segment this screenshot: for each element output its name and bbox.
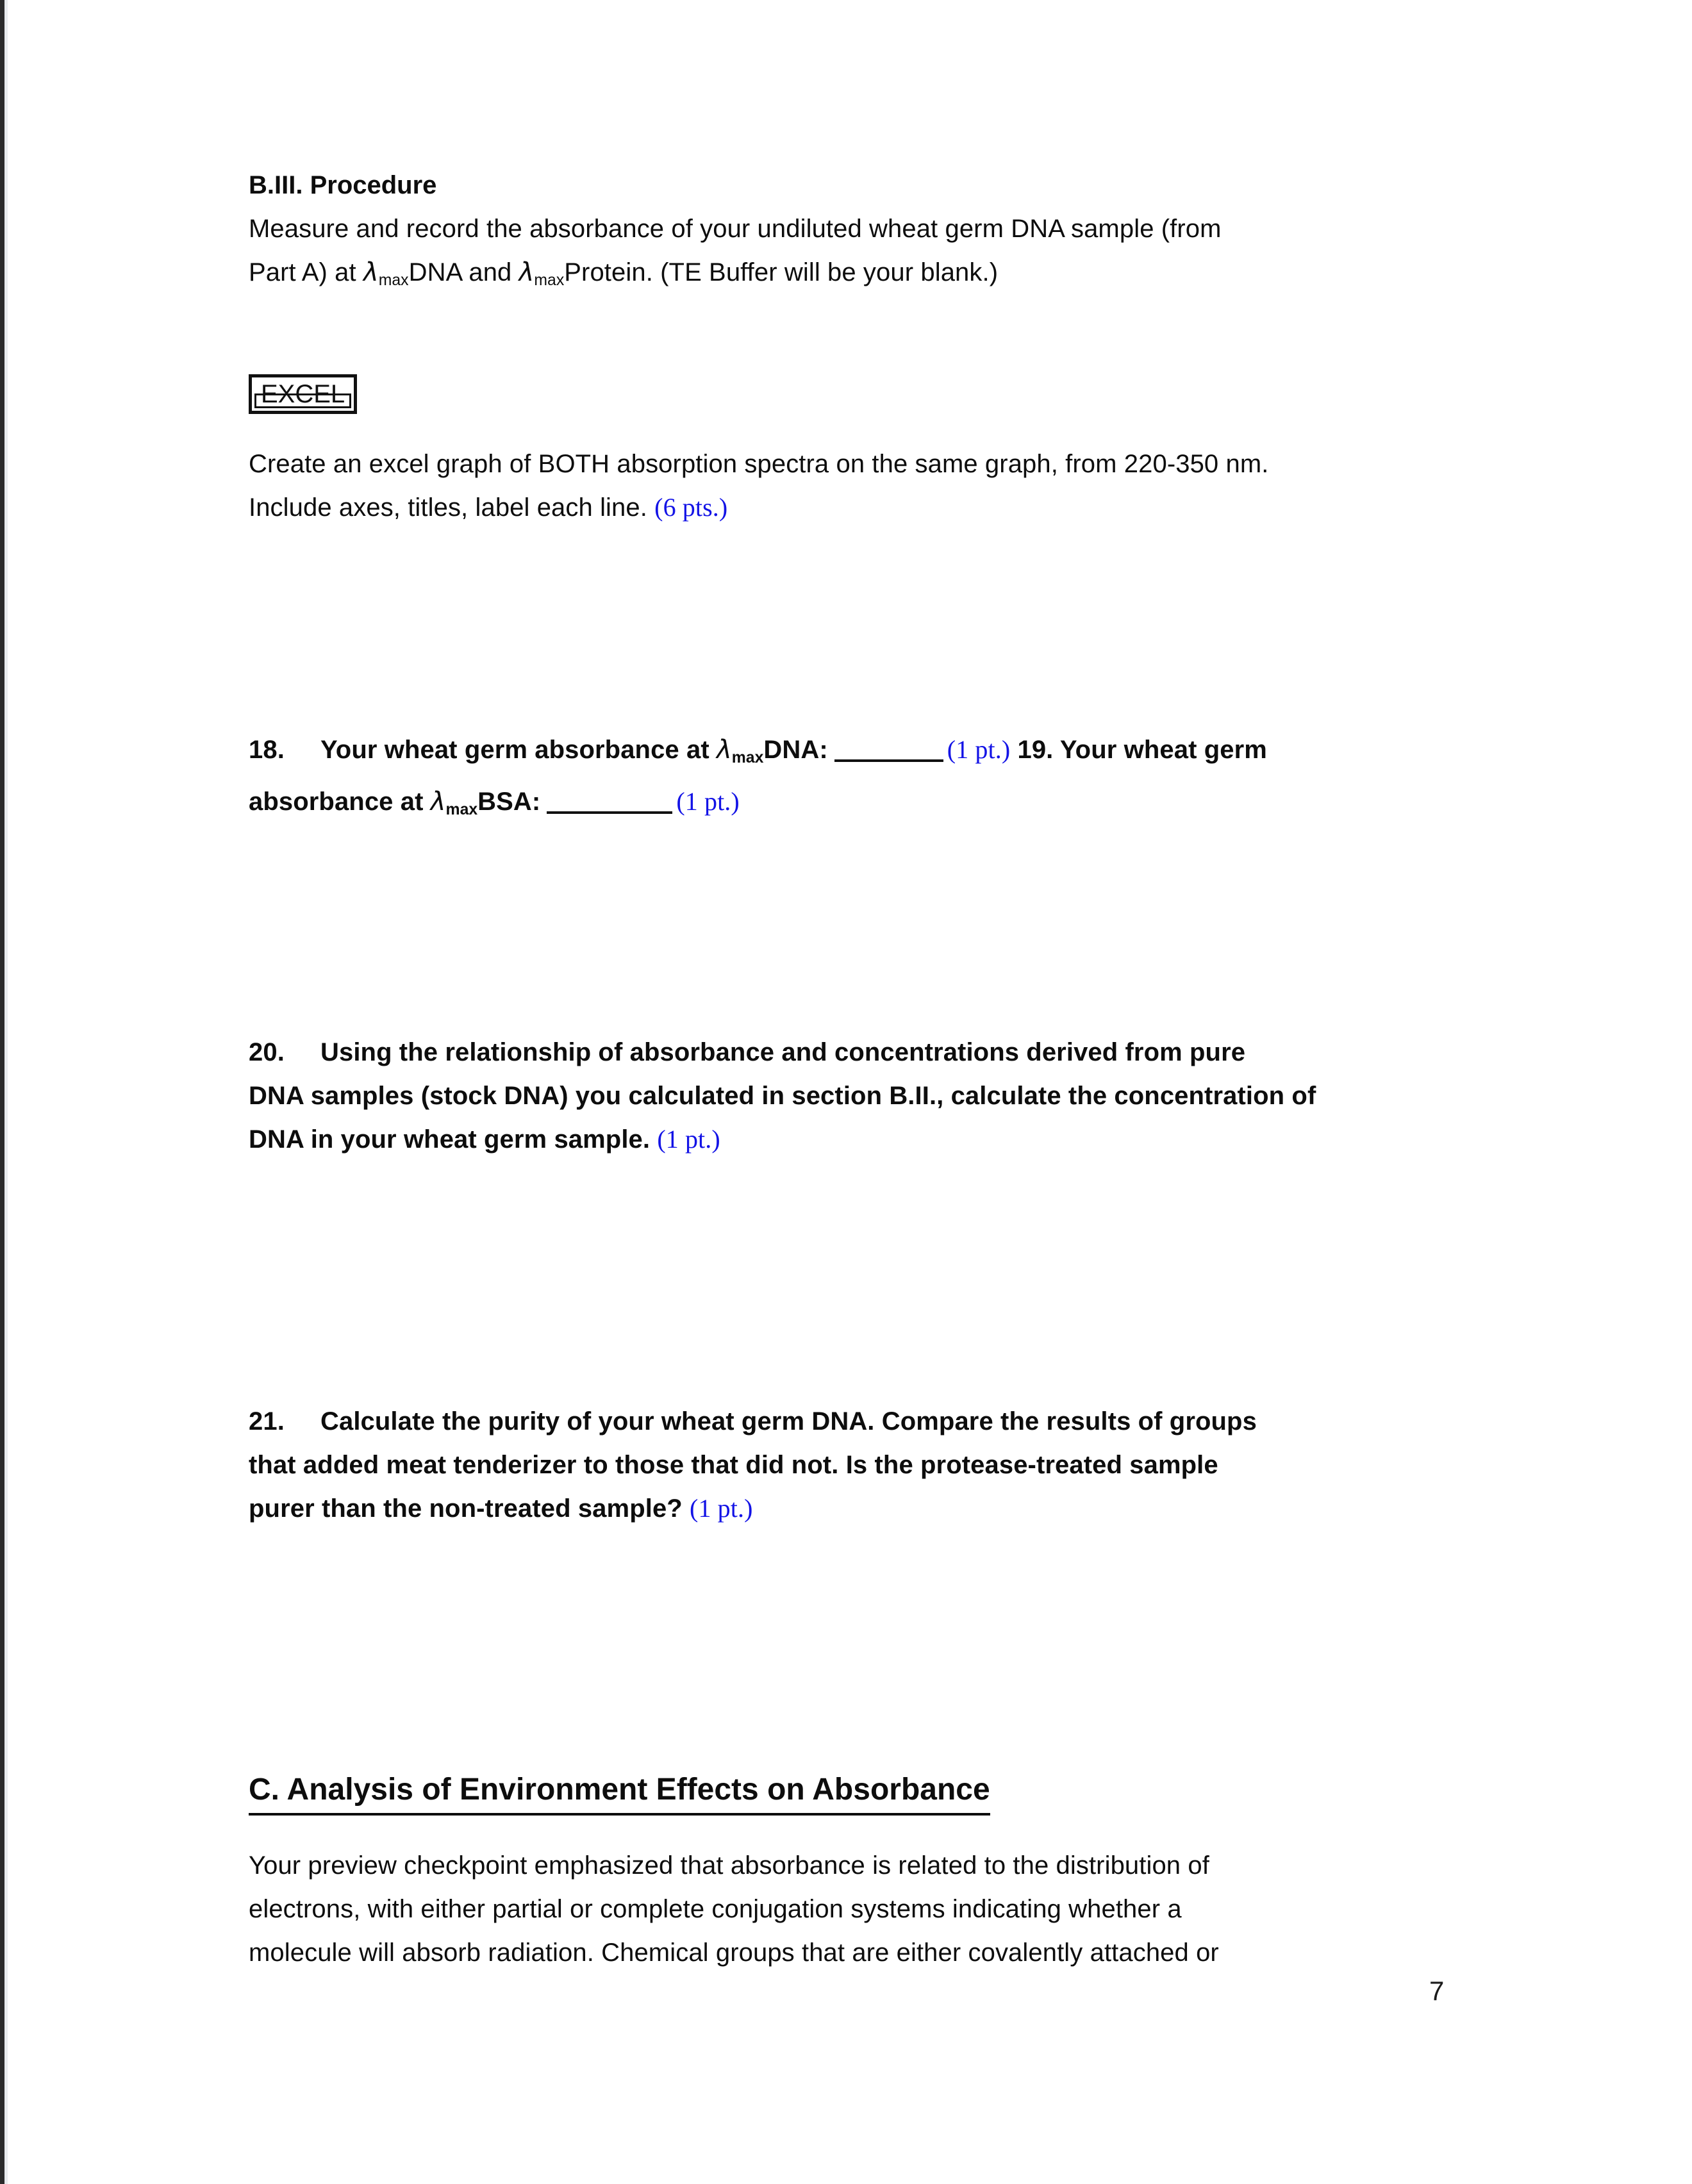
question-19-number: 19. bbox=[1017, 735, 1054, 764]
spacer-before-q20 bbox=[249, 832, 1460, 1030]
lambda-symbol-1: λ bbox=[363, 258, 379, 287]
answer-space-q21[interactable] bbox=[249, 1530, 1460, 1769]
page-number: 7 bbox=[1429, 1976, 1445, 2006]
question-21-line-2: that added meat tenderizer to those that did not. Is the protease-treated sample bbox=[249, 1450, 1218, 1479]
lambda-symbol-2: λ bbox=[518, 258, 535, 287]
lambda-subscript-2: max bbox=[534, 271, 565, 289]
document-text-column bbox=[249, 163, 1460, 1974]
scan-edge-artifact bbox=[0, 0, 4, 2184]
spacer-after-excel-badge bbox=[249, 414, 1460, 442]
lambda-subscript-1: max bbox=[378, 271, 409, 289]
excel-points-value: (6 pts.) bbox=[654, 492, 728, 522]
procedure-line2-part-c: Protein. (TE Buffer will be your blank.) bbox=[564, 258, 999, 286]
question-20-points: (1 pt.) bbox=[657, 1124, 720, 1154]
excel-badge-inner bbox=[252, 379, 354, 411]
procedure-line-1: Measure and record the absorbance of your undiluted wheat germ DNA sample (from bbox=[249, 215, 1222, 243]
question-20-text-1: Using the relationship of absorbance and concentrations derived from pure bbox=[320, 1038, 1246, 1066]
question-21-points: (1 pt.) bbox=[690, 1493, 753, 1523]
lambda-symbol-4: λ bbox=[430, 786, 446, 816]
answer-space-q20[interactable] bbox=[249, 1161, 1460, 1400]
spacer-after-section-c-heading bbox=[249, 1816, 1460, 1844]
section-c-line-3: molecule will absorb radiation. Chemical groups that are either covalently attached or bbox=[249, 1938, 1219, 1967]
question-21-number: 21. bbox=[249, 1407, 285, 1435]
answer-blank-18[interactable] bbox=[834, 759, 943, 762]
question-21-text-3: purer than the non-treated sample? bbox=[249, 1494, 683, 1523]
section-c-line-2: electrons, with either partial or complete conjugation systems indicating whether a bbox=[249, 1894, 1182, 1923]
spacer-before-q18 bbox=[249, 529, 1460, 728]
excel-badge bbox=[249, 374, 357, 414]
question-20-text-3: DNA in your wheat germ sample. bbox=[249, 1125, 651, 1154]
question-21-line-1 bbox=[249, 1400, 1460, 1443]
question-18-points: (1 pt.) bbox=[947, 734, 1011, 764]
question-18-text-b: DNA: bbox=[763, 735, 828, 764]
lambda-subscript-3: max bbox=[731, 749, 764, 766]
excel-badge-label: EXCEL bbox=[261, 379, 345, 408]
scan-edge-shadow bbox=[4, 0, 8, 2184]
question-20-line-3 bbox=[249, 1118, 1460, 1161]
procedure-line-2 bbox=[249, 251, 1460, 302]
question-18-text-a: Your wheat germ absorbance at bbox=[320, 735, 717, 764]
question-19-points: (1 pt.) bbox=[676, 786, 740, 816]
question-19-text-a: Your wheat germ bbox=[1059, 735, 1267, 764]
excel-instruction-line2-text: Include axes, titles, label each line. bbox=[249, 493, 647, 522]
question-20-line-1 bbox=[249, 1030, 1460, 1074]
section-c-line-1: Your preview checkpoint emphasized that absorbance is related to the distribution of bbox=[249, 1851, 1209, 1880]
question-18-line-1 bbox=[249, 728, 1460, 780]
procedure-line2-part-b: DNA and bbox=[408, 258, 519, 286]
answer-blank-19[interactable] bbox=[547, 811, 672, 814]
spacer-after-procedure bbox=[249, 302, 1460, 374]
question-19-text-b: absorbance at bbox=[249, 787, 431, 816]
excel-badge-row bbox=[249, 374, 1460, 414]
lambda-subscript-4: max bbox=[445, 800, 478, 818]
question-19-text-c: BSA: bbox=[477, 787, 541, 816]
procedure-heading: B.III. Procedure bbox=[249, 171, 437, 199]
question-20-number: 20. bbox=[249, 1038, 285, 1066]
question-20-line-2: DNA samples (stock DNA) you calculated in section B.II., calculate the concentration of bbox=[249, 1081, 1316, 1110]
question-18-number: 18. bbox=[249, 735, 285, 764]
section-c-heading-row bbox=[249, 1769, 1460, 1816]
excel-instruction-line-2 bbox=[249, 486, 1460, 529]
lambda-symbol-3: λ bbox=[716, 734, 732, 765]
question-21-line-3 bbox=[249, 1487, 1460, 1530]
procedure-line2-part-a: Part A) at bbox=[249, 258, 363, 286]
section-c-heading: C. Analysis of Environment Effects on Absorbance bbox=[249, 1769, 990, 1816]
question-19-line-2 bbox=[249, 780, 1460, 832]
excel-instruction-line-1: Create an excel graph of BOTH absorption spectra on the same graph, from 220-350 nm. bbox=[249, 449, 1269, 478]
question-21-text-1: Calculate the purity of your wheat germ DNA. Compare the results of groups bbox=[320, 1407, 1257, 1435]
